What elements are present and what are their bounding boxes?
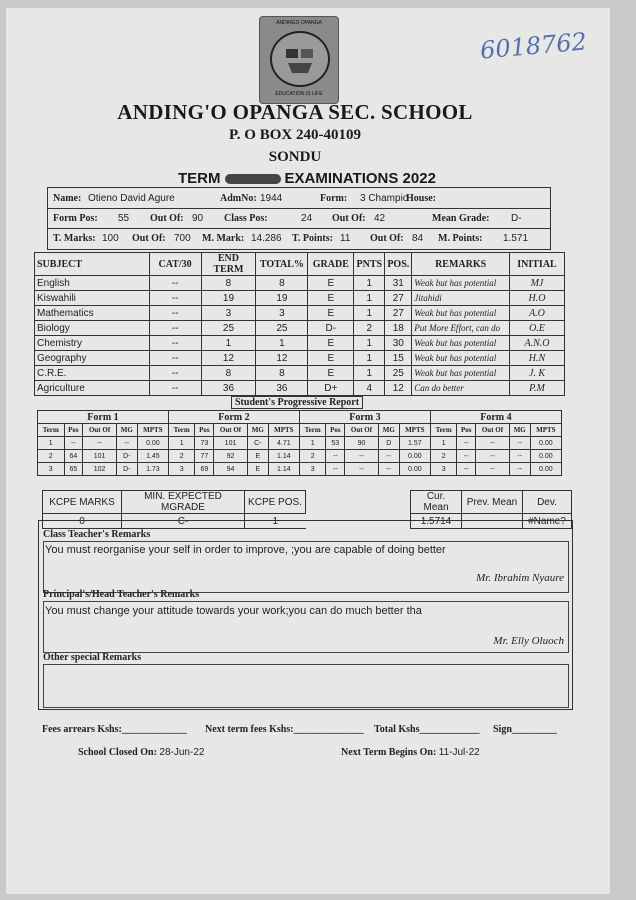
progress-column-header: Term [38, 424, 65, 437]
class-teacher-remarks-text: You must reorganise your self in order to improve, ;you are capable of doing better [45, 544, 446, 556]
grade: E [308, 351, 354, 366]
subject-marks-table [34, 252, 565, 396]
info-row-1 [48, 188, 550, 209]
out-of-label: Out Of: [370, 233, 404, 244]
school-closed-date: 28-Jun-22 [159, 747, 205, 758]
school-name: ANDING'O OPANGA SEC. SCHOOL [117, 100, 473, 124]
form-label: Form: [320, 193, 348, 204]
principal-signature: Mr. Elly Oluoch [493, 635, 564, 647]
progress-column-header: Pos [195, 424, 214, 437]
cur-mean-value: 1.5714 [411, 514, 462, 529]
progress-column-header-row [38, 424, 562, 437]
progress-cell: D- [116, 450, 137, 463]
next-term-fees-label: Next term fees Kshs: [205, 724, 294, 735]
progress-cell: 3 [38, 463, 65, 476]
form-header: Form 2 [168, 411, 299, 424]
form-header: Form 4 [430, 411, 561, 424]
progress-cell: 92 [214, 450, 248, 463]
grade: E [308, 336, 354, 351]
progress-column-header: Pos [64, 424, 83, 437]
progress-column-header: Out Of [345, 424, 379, 437]
class-pos-label: Class Pos: [224, 213, 268, 224]
total-percent: 12 [256, 351, 308, 366]
house-label: House: [406, 193, 436, 204]
progress-cell: 3 [299, 463, 326, 476]
total-label: Total Kshs [374, 724, 420, 735]
progress-cell: 102 [83, 463, 117, 476]
next-term-label: Next Term Begins On: [341, 747, 437, 758]
subject-row [35, 291, 565, 306]
marks-header-row [35, 253, 565, 276]
class-teacher-signature: Mr. Ibrahim Nyaure [476, 572, 564, 584]
kcpe-marks-header: KCPE MARKS [43, 491, 122, 514]
progress-cell: 1.14 [268, 450, 299, 463]
progress-cell: 0.00 [530, 463, 561, 476]
out-of-value: 90 [192, 213, 204, 224]
progress-cell: 77 [195, 450, 214, 463]
remark: Jitahidi [412, 291, 510, 306]
principal-remarks-title: Principal's/Head Teacher's Remarks [43, 589, 200, 600]
form-pos-label: Form Pos: [53, 213, 98, 224]
progress-cell: 69 [195, 463, 214, 476]
progress-cell: 2 [168, 450, 195, 463]
exam-title-suffix: EXAMINATIONS 2022 [284, 170, 436, 187]
progress-column-header: MPTS [137, 424, 168, 437]
progress-cell: 1 [168, 437, 195, 450]
handwritten-id-number: 6018762 [478, 27, 588, 65]
form-pos-value: 55 [118, 213, 130, 224]
teacher-initial: O.E [509, 321, 564, 336]
end-term-score: 25 [201, 321, 256, 336]
out-of-value: 84 [412, 233, 424, 244]
grade: D+ [308, 381, 354, 396]
column-header: TOTAL% [256, 253, 308, 276]
kcpe-header-row [43, 491, 306, 514]
progress-column-header: Pos [457, 424, 476, 437]
logo-top-text: ANDINGO OPANGA [276, 20, 322, 26]
grade: D- [308, 321, 354, 336]
progress-report-title: Student's Progressive Report [231, 396, 363, 409]
end-term-score: 36 [201, 381, 256, 396]
column-header: CAT/30 [149, 253, 201, 276]
points: 1 [354, 291, 385, 306]
progress-cell: E [247, 450, 268, 463]
progress-column-header: Term [430, 424, 457, 437]
fees-arrears-label: Fees arrears Kshs: [42, 724, 122, 735]
subject-name: English [35, 276, 150, 291]
progress-column-header: Term [168, 424, 195, 437]
progress-cell: -- [476, 450, 510, 463]
progress-column-header: MG [247, 424, 268, 437]
form-value: 3 Champio [360, 193, 409, 204]
grade: E [308, 306, 354, 321]
total-percent: 3 [256, 306, 308, 321]
subject-row [35, 276, 565, 291]
points: 1 [354, 366, 385, 381]
progress-cell: -- [509, 450, 530, 463]
progress-row [38, 450, 562, 463]
position: 15 [385, 351, 412, 366]
progress-cell: -- [64, 437, 83, 450]
grade: E [308, 291, 354, 306]
progress-column-header: MG [378, 424, 399, 437]
progress-cell: 0.00 [530, 450, 561, 463]
progress-column-header: Out Of [83, 424, 117, 437]
progress-cell: 3 [168, 463, 195, 476]
progress-cell: 1.14 [268, 463, 299, 476]
student-name: Otieno David Agure [88, 193, 175, 204]
subject-row [35, 381, 565, 396]
end-term-score: 1 [201, 336, 256, 351]
position: 27 [385, 291, 412, 306]
progress-cell: 4.71 [268, 437, 299, 450]
subject-name: Chemistry [35, 336, 150, 351]
dev-header: Dev. [523, 491, 572, 514]
progress-column-header: Out Of [214, 424, 248, 437]
class-teacher-remarks-box [43, 541, 569, 593]
grade: E [308, 276, 354, 291]
exam-title [178, 170, 436, 187]
kcpe-pos-value: 1 [245, 514, 306, 529]
progress-cell: -- [457, 463, 476, 476]
school-address: P. O BOX 240-40109 [229, 127, 361, 143]
remark: Weak but has potential [412, 276, 510, 291]
progress-cell: 0.00 [399, 450, 430, 463]
out-of-label: Out Of: [132, 233, 166, 244]
school-closed-line [78, 747, 204, 758]
teacher-initial: A.O [509, 306, 564, 321]
m-points-label: M. Points: [438, 233, 483, 244]
points: 4 [354, 381, 385, 396]
remark: Weak but has potential [412, 306, 510, 321]
end-term-score: 8 [201, 366, 256, 381]
position: 12 [385, 381, 412, 396]
info-row-2 [48, 208, 550, 229]
t-points-value: 11 [340, 233, 351, 244]
school-town: SONDU [268, 149, 322, 165]
progress-cell: -- [378, 450, 399, 463]
progress-cell: -- [345, 463, 379, 476]
progress-cell: -- [476, 437, 510, 450]
position: 30 [385, 336, 412, 351]
column-header: PNTS [354, 253, 385, 276]
position: 25 [385, 366, 412, 381]
remark: Can do better [412, 381, 510, 396]
teacher-initial: J. K [509, 366, 564, 381]
teacher-initial: H.N [509, 351, 564, 366]
logo-motto: EDUCATION IS LIFE [275, 91, 323, 97]
next-term-date: 11-Jul-22 [438, 747, 480, 758]
progress-cell: 1 [38, 437, 65, 450]
progress-cell: -- [378, 463, 399, 476]
teacher-initial: MJ [509, 276, 564, 291]
subject-name: Biology [35, 321, 150, 336]
progress-cell: E [247, 463, 268, 476]
min-expected-grade-value: C- [122, 514, 245, 529]
progress-cell: D- [116, 463, 137, 476]
prev-mean-header: Prev. Mean [462, 491, 523, 514]
progress-column-header: MPTS [530, 424, 561, 437]
subject-row [35, 351, 565, 366]
teacher-initial: A.N.O [509, 336, 564, 351]
points: 2 [354, 321, 385, 336]
mean-header-row [411, 491, 572, 514]
total-percent: 36 [256, 381, 308, 396]
progress-cell: -- [457, 437, 476, 450]
progress-column-header: Out Of [476, 424, 510, 437]
end-term-score: 19 [201, 291, 256, 306]
cat-score: -- [149, 366, 201, 381]
progress-cell: 2 [430, 450, 457, 463]
grade: E [308, 366, 354, 381]
progress-row [38, 437, 562, 450]
out-of-label: Out Of: [332, 213, 366, 224]
m-mark-value: 14.286 [251, 233, 282, 244]
progress-cell: -- [326, 463, 345, 476]
remark: Weak but has potential [412, 351, 510, 366]
adm-number: 1944 [260, 193, 283, 204]
progress-cell: 0.00 [399, 463, 430, 476]
other-remarks-title: Other special Remarks [43, 652, 142, 663]
t-points-label: T. Points: [292, 233, 333, 244]
t-marks-label: T. Marks: [53, 233, 96, 244]
end-term-score: 12 [201, 351, 256, 366]
out-of-value: 700 [174, 233, 191, 244]
dev-value: #Name? [523, 514, 572, 529]
progress-cell: C- [247, 437, 268, 450]
teacher-initial: H.O [509, 291, 564, 306]
progress-cell: -- [509, 463, 530, 476]
cat-score: -- [149, 321, 201, 336]
total-percent: 19 [256, 291, 308, 306]
crest-emblem-icon [270, 31, 330, 87]
progress-cell: -- [345, 450, 379, 463]
sign-line: Sign_________ [493, 724, 557, 735]
info-row-3 [48, 228, 550, 248]
progress-cell: 2 [38, 450, 65, 463]
total-percent: 8 [256, 366, 308, 381]
adm-label: AdmNo: [220, 193, 257, 204]
subject-row [35, 306, 565, 321]
out-of-value: 42 [374, 213, 386, 224]
progress-cell: 101 [83, 450, 117, 463]
progress-column-header: MG [116, 424, 137, 437]
subject-name: Mathematics [35, 306, 150, 321]
points: 1 [354, 306, 385, 321]
end-term-score: 3 [201, 306, 256, 321]
position: 18 [385, 321, 412, 336]
subject-name: C.R.E. [35, 366, 150, 381]
progress-cell: 0.00 [530, 437, 561, 450]
end-term-score: 8 [201, 276, 256, 291]
next-term-line [341, 747, 480, 758]
points: 1 [354, 336, 385, 351]
column-header: REMARKS [412, 253, 510, 276]
progress-cell: D [378, 437, 399, 450]
progress-cell: -- [83, 437, 117, 450]
cat-score: -- [149, 336, 201, 351]
fees-arrears-line: Fees arrears Kshs:_____________ [42, 724, 187, 735]
progress-cell: 73 [195, 437, 214, 450]
total-percent: 8 [256, 276, 308, 291]
column-header: SUBJECT [35, 253, 150, 276]
progress-cell: 90 [345, 437, 379, 450]
total-line: Total Kshs____________ [374, 724, 480, 735]
m-points-value: 1.571 [503, 233, 529, 244]
t-marks-value: 100 [102, 233, 119, 244]
principal-remarks-text: You must change your attitude towards your work;you can do much better tha [45, 605, 422, 617]
subject-name: Geography [35, 351, 150, 366]
min-expected-grade-header: MIN. EXPECTED MGRADE [122, 491, 245, 514]
progress-form-header-row [38, 411, 562, 424]
progress-cell: 1.57 [399, 437, 430, 450]
total-percent: 25 [256, 321, 308, 336]
school-closed-label: School Closed On: [78, 747, 157, 758]
column-header: POS. [385, 253, 412, 276]
progress-cell: -- [509, 437, 530, 450]
remark: Weak but has potential [412, 336, 510, 351]
column-header: GRADE [308, 253, 354, 276]
school-crest-logo [259, 16, 339, 104]
progress-cell: 1.45 [137, 450, 168, 463]
mean-grade-label: Mean Grade: [432, 213, 490, 224]
subject-name: Kiswahili [35, 291, 150, 306]
total-percent: 1 [256, 336, 308, 351]
cat-score: -- [149, 276, 201, 291]
m-mark-label: M. Mark: [202, 233, 245, 244]
remark: Put More Effort, can do [412, 321, 510, 336]
subject-name: Agriculture [35, 381, 150, 396]
cur-mean-header: Cur. Mean [411, 491, 462, 514]
progress-cell: 101 [214, 437, 248, 450]
form-header: Form 1 [38, 411, 169, 424]
points: 1 [354, 276, 385, 291]
progress-column-header: MG [509, 424, 530, 437]
progress-cell: -- [476, 463, 510, 476]
cat-score: -- [149, 351, 201, 366]
progress-column-header: MPTS [399, 424, 430, 437]
column-header: INITIAL [509, 253, 564, 276]
mean-grade-value: D- [511, 213, 522, 224]
progress-cell: 3 [430, 463, 457, 476]
progressive-report-table [37, 410, 562, 476]
progress-column-header: MPTS [268, 424, 299, 437]
progress-row [38, 463, 562, 476]
subject-row [35, 321, 565, 336]
teacher-initial: P.M [509, 381, 564, 396]
progress-cell: 53 [326, 437, 345, 450]
class-teacher-remarks-title: Class Teacher's Remarks [43, 529, 151, 540]
column-header: END TERM [201, 253, 256, 276]
next-term-fees-line: Next term fees Kshs:______________ [205, 724, 364, 735]
progress-column-header: Term [299, 424, 326, 437]
form-header: Form 3 [299, 411, 430, 424]
principal-remarks-box [43, 601, 569, 653]
progress-cell: 94 [214, 463, 248, 476]
progress-cell: 0.00 [137, 437, 168, 450]
progress-cell: 65 [64, 463, 83, 476]
points: 1 [354, 351, 385, 366]
class-pos-value: 24 [301, 213, 313, 224]
progress-cell: 64 [64, 450, 83, 463]
redaction-mark [225, 174, 281, 184]
kcpe-pos-header: KCPE POS. [245, 491, 306, 514]
progress-cell: 1.73 [137, 463, 168, 476]
name-label: Name: [53, 193, 82, 204]
sign-label: Sign [493, 724, 512, 735]
position: 31 [385, 276, 412, 291]
progress-cell: -- [116, 437, 137, 450]
remark: Weak but has potential [412, 366, 510, 381]
cat-score: -- [149, 291, 201, 306]
progress-cell: 1 [430, 437, 457, 450]
remarks-section [38, 520, 573, 710]
other-remarks-box [43, 664, 569, 708]
subject-row [35, 336, 565, 351]
student-info-box [47, 187, 551, 250]
position: 27 [385, 306, 412, 321]
cat-score: -- [149, 306, 201, 321]
progress-cell: -- [326, 450, 345, 463]
cat-score: -- [149, 381, 201, 396]
out-of-label: Out Of: [150, 213, 184, 224]
subject-row [35, 366, 565, 381]
progress-cell: 1 [299, 437, 326, 450]
progress-column-header: Pos [326, 424, 345, 437]
kcpe-marks-value: 0 [43, 514, 122, 529]
exam-title-prefix: TERM [178, 170, 221, 187]
progress-cell: -- [457, 450, 476, 463]
progress-cell: 2 [299, 450, 326, 463]
